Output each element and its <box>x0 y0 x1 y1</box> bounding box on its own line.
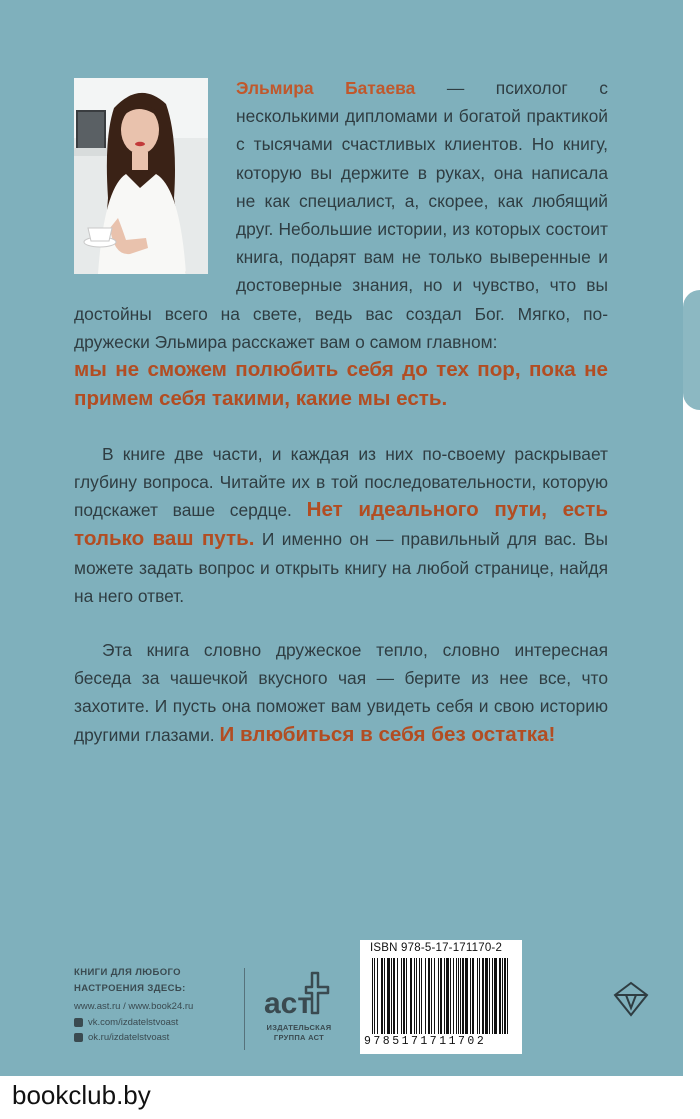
vk-link[interactable]: vk.com/izdatelstvoast <box>88 1016 179 1028</box>
barcode-bar <box>453 958 454 1034</box>
highlight-statement: мы не сможем полюбить себя до тех пор, пока не примем себя такими, какие мы есть. <box>74 358 608 410</box>
footer-divider <box>244 968 245 1050</box>
barcode-bar <box>425 958 426 1034</box>
books-heading-1: КНИГИ ДЛЯ ЛЮБОГО <box>74 967 181 978</box>
barcode-bar <box>444 958 445 1034</box>
website-links[interactable]: www.ast.ru / www.book24.ru <box>74 1001 194 1012</box>
barcode-panel <box>360 940 522 1054</box>
barcode-bar <box>446 958 449 1034</box>
ok-link[interactable]: ok.ru/izdatelstvoast <box>88 1032 170 1043</box>
cover-edge-tab <box>683 290 700 410</box>
barcode-digits: 9785171711702 <box>364 1035 487 1048</box>
barcode-bar <box>507 958 508 1034</box>
barcode-bar <box>460 958 461 1034</box>
barcode-bar <box>431 958 432 1034</box>
barcode-bar <box>397 958 398 1034</box>
ast-logo-text: аст <box>264 987 313 1020</box>
isbn-label: ISBN 978-5-17-171170-2 <box>370 942 503 954</box>
barcode-bar <box>504 958 506 1034</box>
barcode-bars <box>372 958 512 1034</box>
barcode-bar <box>472 958 474 1034</box>
barcode-bar <box>470 958 471 1034</box>
barcode-bar <box>374 958 375 1034</box>
barcode-bar <box>393 958 395 1034</box>
p3-start: Эта книга словно дружеское тепло, словно интересная беседа за чашечкой вкусного чая — берите из нее все, что захотите. И пусть она поможет вам увидеть себя и свою историю другими глазами. <box>74 640 608 745</box>
barcode-bar <box>456 958 457 1034</box>
barcode-bar <box>428 958 430 1034</box>
paragraph-two <box>74 440 608 610</box>
barcode-bar <box>434 958 435 1034</box>
p3-highlight: И влюбиться в себя без остатка! <box>219 722 556 746</box>
site-watermark[interactable]: bookclub.by <box>12 1080 151 1110</box>
barcode-bar <box>438 958 439 1034</box>
barcode-bar <box>381 958 383 1034</box>
vk-icon <box>74 1018 83 1027</box>
barcode-bar <box>485 958 488 1034</box>
publisher-contacts <box>74 965 193 1046</box>
ok-icon <box>74 1033 83 1042</box>
barcode-bar <box>494 958 497 1034</box>
barcode-bar <box>419 958 420 1034</box>
barcode-bar <box>462 958 464 1034</box>
barcode-bar <box>479 958 480 1034</box>
books-heading-2: НАСТРОЕНИЯ ЗДЕСЬ: <box>74 982 186 994</box>
barcode-bar <box>450 958 451 1034</box>
publisher-caption-1: ИЗДАТЕЛЬСКАЯ <box>266 1023 332 1032</box>
barcode-bar <box>414 958 415 1034</box>
barcode-bar <box>403 958 405 1034</box>
ast-logo <box>254 965 344 1028</box>
barcode-bar <box>377 958 378 1034</box>
barcode-bar <box>387 958 390 1034</box>
barcode-bar <box>391 958 392 1034</box>
barcode-bar <box>499 958 501 1034</box>
p2-start: В книге две части, и каждая из них по-своему раскрывает глубину вопроса. Читайте их в той последовательности, которую подскажет ваше сердце. <box>74 443 608 521</box>
barcode-bar <box>406 958 407 1034</box>
barcode-bar <box>482 958 484 1034</box>
p2-end: И именно он — правильный для вас. Вы можете задать вопрос и открыть книгу на любой странице, найдя на него ответ. <box>74 528 608 606</box>
barcode-bar <box>440 958 442 1034</box>
barcode-bar <box>416 958 417 1034</box>
paragraph-three <box>74 636 608 749</box>
author-name-main: Эльмира Батаева <box>236 78 416 98</box>
barcode-bar <box>372 958 373 1034</box>
diamond-k-logo <box>612 980 650 1023</box>
publisher-caption-2: ГРУППА АСТ <box>273 1033 325 1042</box>
ok-link-row[interactable] <box>74 1030 193 1046</box>
barcode-bar <box>465 958 468 1034</box>
intro-text-main: — психолог с несколькими дипломами и богатой практикой с тысячами счастливых клиентов. Но книгу, которую вы держите в руках, она написала не как специалист, а, скорее, как любящий друг. Небольшие истории, из которых состоит книга, подарят вам не только выверенные и достоверные знания, но и чувство, что вы достойны всего на свете, ведь вас создал Бог. Мягко, по-дружески Эльмира расскажет вам о самом главном: <box>74 78 609 352</box>
barcode-bar <box>492 958 493 1034</box>
p2-highlight: Нет идеального пути, есть только ваш путь. <box>74 498 608 550</box>
barcode-bar <box>477 958 478 1034</box>
description-block <box>74 74 608 749</box>
barcode-bar <box>384 958 385 1034</box>
barcode-bar <box>410 958 412 1034</box>
barcode-bar <box>502 958 503 1034</box>
barcode-bar <box>489 958 490 1034</box>
barcode-bar <box>421 958 422 1034</box>
photo-spacer <box>74 74 236 278</box>
publisher-caption <box>258 1023 340 1043</box>
barcode-bar <box>458 958 459 1034</box>
vk-link-row[interactable] <box>74 1015 193 1031</box>
barcode-bar <box>401 958 402 1034</box>
